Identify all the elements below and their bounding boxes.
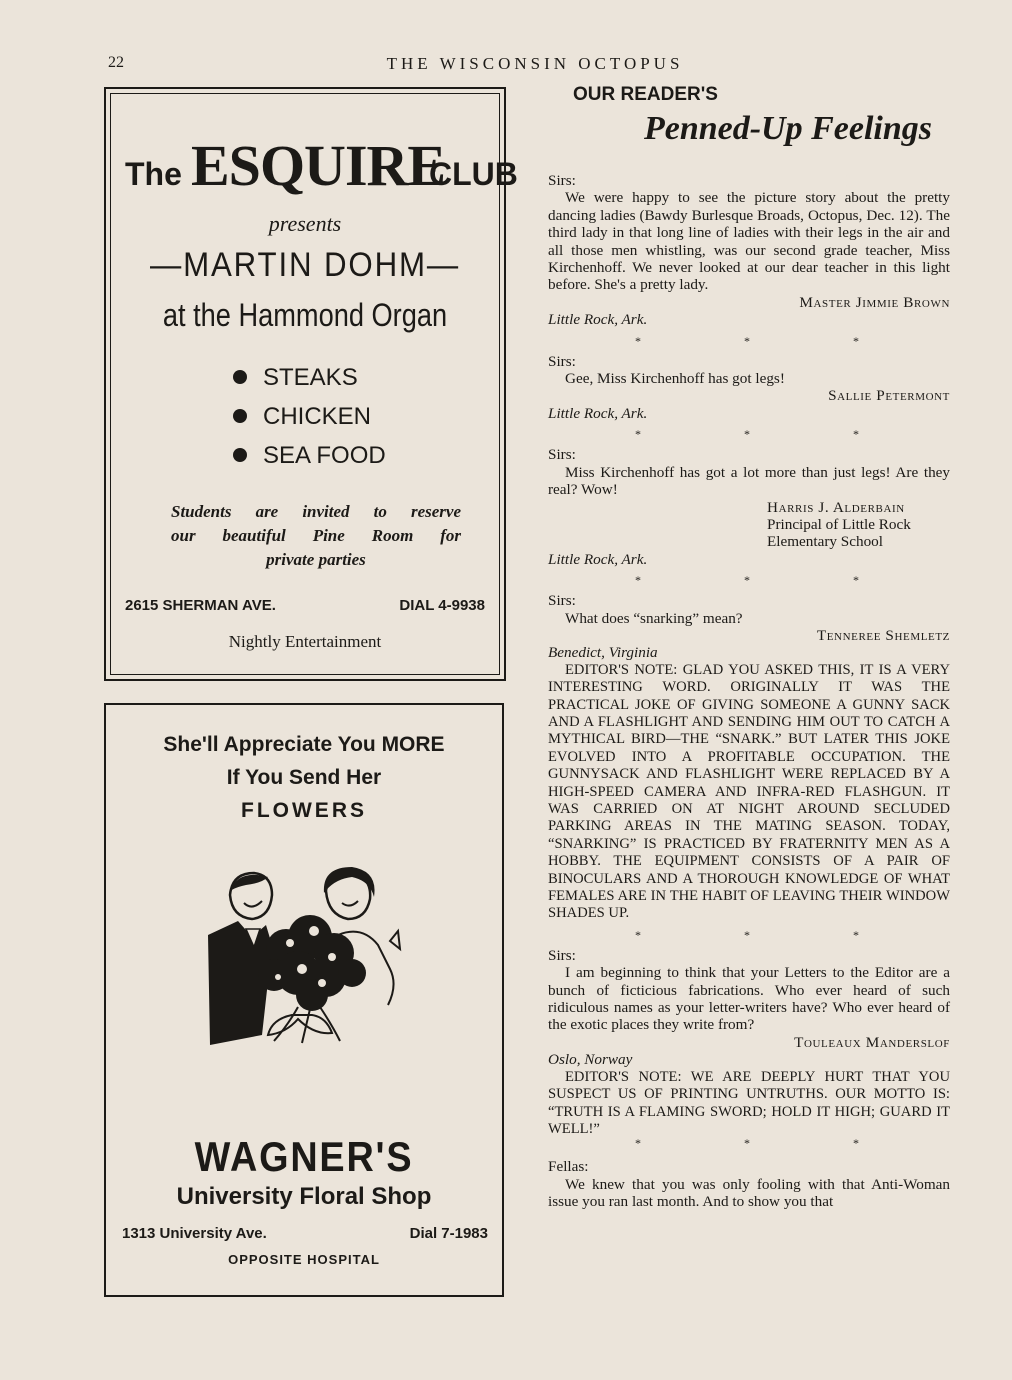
menu-item: CHICKEN (233, 397, 386, 436)
bullet-icon (233, 409, 247, 423)
esquire-address: 2615 SHERMAN AVE. (125, 597, 276, 614)
letter-place: Little Rock, Ark. (548, 550, 648, 568)
letter-place: Little Rock, Ark. (548, 404, 648, 422)
headline-line-2: If You Send Her (226, 766, 382, 789)
letter (548, 592, 950, 923)
menu-item: SEA FOOD (233, 436, 386, 475)
section-script-title: Penned-Up Feelings (643, 110, 932, 147)
separator-stars: * * * (635, 427, 909, 442)
letter-signature: Sallie Petermont (828, 387, 950, 405)
letter-salutation: Sirs: (548, 172, 576, 189)
letter-body: Gee, Miss Kirchenhoff has got legs! (565, 370, 785, 388)
letter-body: I am beginning to think that your Letters to the Editor are a bunch of ficticious fabrications. Who ever heard of such ridiculous names as your letter-writers have? Who ever heard of the exotic places they write from? (548, 964, 950, 1034)
letter (548, 947, 950, 1138)
bullet-icon (233, 370, 247, 384)
instrument-line: at the Hammond Organ (162, 297, 448, 333)
ad-inner-border (110, 93, 518, 675)
page-number: 22 (108, 54, 124, 71)
letter-body: Miss Kirchenhoff has got a lot more than just legs! Are they real? Wow! (548, 463, 950, 499)
nightly-entertainment: Nightly Entertainment (228, 632, 382, 651)
page-header (0, 54, 1012, 76)
wagners-floral-ad (104, 703, 504, 1297)
menu-list (233, 358, 386, 475)
letter-signature: Master Jimmie Brown (799, 293, 950, 311)
letter-place: Oslo, Norway (548, 1051, 633, 1069)
editor-note: EDITOR'S NOTE: WE ARE DEEPLY HURT THAT YOU SUSPECT US OF PRINTING UNTRUTHS. OUR MOTTO IS: “TRUTH IS A FLAMING SWORD; HOLD IT HIGH; GUARD IT WELL!” (548, 1068, 950, 1137)
section-title: OUR READER'S (573, 84, 718, 105)
esquire-club: CLUB (429, 156, 518, 192)
letter-place: Little Rock, Ark. (548, 311, 648, 329)
letter (548, 353, 950, 423)
wagner-name: WAGNER'S (194, 1133, 414, 1180)
bullet-icon (233, 448, 247, 462)
wagner-address: 1313 University Ave. (122, 1225, 267, 1242)
letter-salutation: Sirs: (548, 592, 576, 610)
editor-note: EDITOR'S NOTE: GLAD YOU ASKED THIS, IT IS A VERY INTERESTING WORD. ORIGINALLY IT WAS THE PRACTICAL JOKE OF GIVING SOMEONE A GUNNY SACK AND A FLASHLIGHT AND SENDING HIM OUT TO CATCH A MYTHICAL BIRD—THE “SNARK.” BUT LATER THIS JOKE EVOLVED INTO A PROFITABLE OCCUPATION. THE GUNNYSACK AND FLASHLIGHT WERE REPLACED BY A HIGH-SPEED CAMERA AND INFRA-RED FLASHGUN. IT WAS CARRIED ON AT NIGHT AROUND SECLUDED PARKING AREAS IN THE MATING SEASON. TODAY, “SNARKING” IS PRACTICED BY FRATERNITY MEN AS A HOBBY. THE EQUIPMENT CONSISTS OF A PAIR OF BINOCULARS AND A THOROUGH KNOWLEDGE OF WHAT FEMALES ARE IN THE HABIT OF LEAVING THEIR WINDOW SHADES UP. (548, 661, 950, 922)
letter-salutation: Sirs: (548, 446, 576, 464)
letters-column (548, 86, 950, 1211)
letter-salutation: Sirs: (548, 946, 576, 964)
letter-salutation: Fellas: (548, 1158, 589, 1176)
letter-salutation: Sirs: (548, 352, 576, 370)
couple-with-flowers-illustration (202, 865, 412, 1055)
headline-line-1: She'll Appreciate You MORE (163, 733, 445, 756)
opposite-hospital: OPPOSITE HOSPITAL (228, 1252, 380, 1267)
esquire-club-ad (104, 87, 518, 681)
menu-item: STEAKS (233, 358, 386, 397)
students-note: Students are invited to reserve our beautiful Pine Room for private parties (171, 502, 461, 569)
floral-shop-name: University Floral Shop (176, 1183, 432, 1210)
separator-stars: * * * (635, 333, 909, 348)
magazine-title: THE WISCONSIN OCTOPUS (386, 54, 684, 73)
letter (548, 1152, 950, 1210)
letter (548, 446, 950, 568)
letter-place: Benedict, Virginia (548, 644, 658, 662)
letter (548, 172, 950, 329)
letter-signature: Touleaux Manderslof (794, 1033, 950, 1051)
letter-signature: Tenneree Shemletz (816, 626, 950, 644)
performer-name: —MARTIN DOHM— (149, 246, 461, 284)
letter-body: What does “snarking” mean? (565, 609, 743, 627)
headline-flowers: FLOWERS (241, 799, 367, 822)
esquire-logo: ESQUIRE (191, 133, 446, 198)
separator-stars: * * * (635, 927, 909, 942)
separator-stars: * * * (635, 1136, 909, 1151)
separator-stars: * * * (635, 573, 909, 588)
letter-body: We were happy to see the picture story about the pretty dancing ladies (Bawdy Burlesque Broads, Octopus, Dec. 12). The third lady in that long line of ladies with their legs in the air and all those men whistling, was our second grade teacher, Miss Kirchenhoff. We never looked at our dear teacher in this light before. She's a pretty lady. (548, 189, 950, 294)
letter-body: We knew that you was only fooling with that Anti-Woman issue you ran last month. And to show you that (548, 1175, 950, 1211)
esquire-logo-row (111, 114, 518, 198)
wagner-dial: Dial 7-1983 (409, 1225, 488, 1242)
esquire-the: The (125, 156, 182, 192)
presents-text: presents (268, 211, 342, 236)
esquire-dial: DIAL 4-9938 (399, 597, 485, 614)
letter-signature-block: Harris J. Alderbain Principal of Little Rock Elementary School (767, 498, 911, 551)
